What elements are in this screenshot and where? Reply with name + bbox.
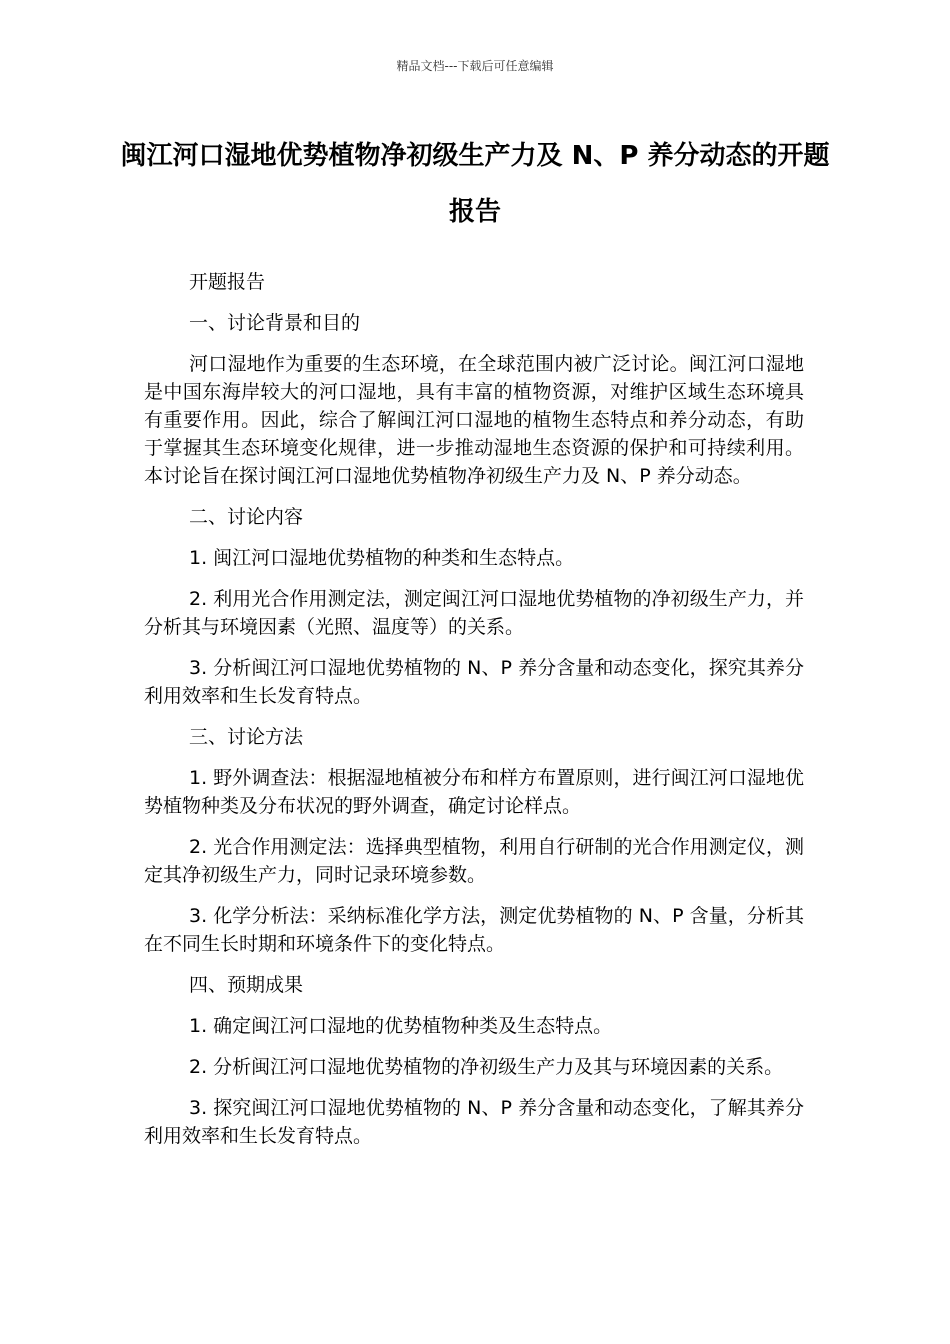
document-body (144, 268, 804, 1163)
result-item-2: 2. 分析闽江河口湿地优势植物的净初级生产力及其与环境因素的关系。 (189, 1056, 784, 1078)
section-heading-content: 二、讨论内容 (189, 506, 304, 528)
method-item-1: 1. 野外调查法：根据湿地植被分布和样方布置原则，进行闽江河口湿地优势植物种类及分布状况的野外调查，确定讨论样点。 (144, 767, 804, 817)
content-item-2: 2. 利用光合作用测定法，测定闽江河口湿地优势植物的净初级生产力，并分析其与环境因素（光照、温度等）的关系。 (144, 588, 804, 638)
section-heading-methods: 三、讨论方法 (189, 726, 304, 748)
method-item-3: 3. 化学分析法：采纳标准化学方法，测定优势植物的 N、P 含量，分析其在不同生长时期和环境条件下的变化特点。 (144, 905, 804, 955)
result-item-3: 3. 探究闽江河口湿地优势植物的 N、P 养分含量和动态变化，了解其养分利用效率和生长发育特点。 (144, 1097, 804, 1147)
method-item-2: 2. 光合作用测定法：选择典型植物，利用自行研制的光合作用测定仪，测定其净初级生产力，同时记录环境参数。 (144, 836, 804, 886)
content-item-1: 1. 闽江河口湿地优势植物的种类和生态特点。 (189, 547, 575, 569)
result-item-1: 1. 确定闽江河口湿地的优势植物种类及生态特点。 (189, 1015, 613, 1037)
content-item-3: 3. 分析闽江河口湿地优势植物的 N、P 养分含量和动态变化，探究其养分利用效率和生长发育特点。 (144, 657, 804, 707)
heading-opening-report: 开题报告 (189, 271, 266, 293)
section-heading-expected-results: 四、预期成果 (189, 974, 304, 996)
document-title: 闽江河口湿地优势植物净初级生产力及 N、P 养分动态的开题报告 (120, 141, 830, 227)
paragraph-background: 河口湿地作为重要的生态环境，在全球范围内被广泛讨论。闽江河口湿地是中国东海岸较大的河口湿地，具有丰富的植物资源，对维护区域生态环境具有重要作用。因此，综合了解闽江河口湿地的植物生态特点和养分动态，有助于掌握其生态环境变化规律，进一步推动湿地生态资源的保护和可持续利用。本讨论旨在探讨闽江河口湿地优势植物净初级生产力及 N、P 养分动态。 (144, 353, 804, 487)
page-header: 精品文档---下载后可任意编辑 (396, 59, 554, 73)
section-heading-background: 一、讨论背景和目的 (189, 312, 361, 334)
